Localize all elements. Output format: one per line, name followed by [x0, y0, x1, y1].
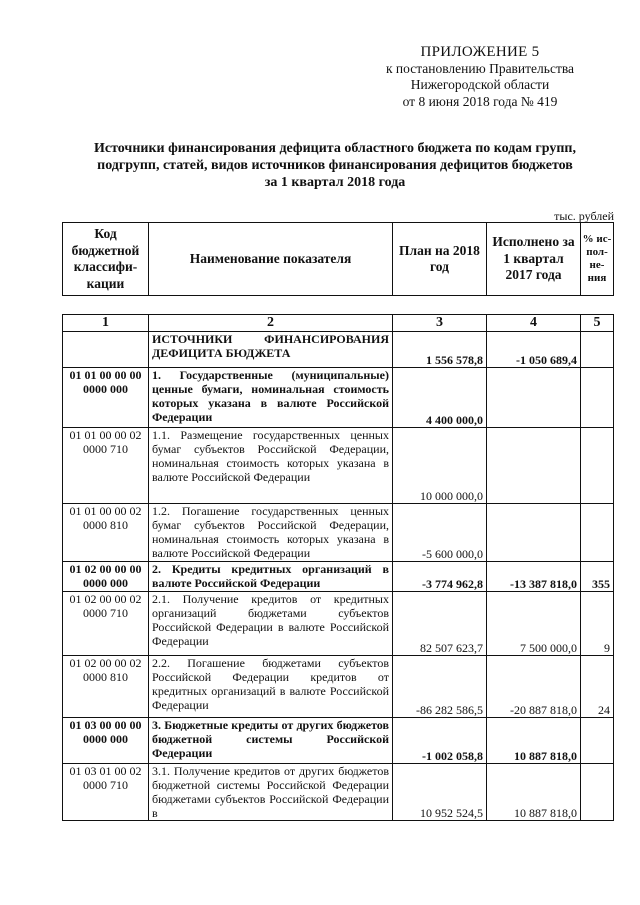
document-title [50, 140, 620, 191]
row-pct: 355 [581, 562, 614, 592]
row-name: 1.2. Погашение государственных ценных бумаг субъектов Российской Федерации, номинальная стоимость которых указана в валюте Российской Федерации [149, 504, 393, 562]
row-code: 01 02 00 00 00 0000 000 [63, 562, 149, 592]
header-row [63, 223, 614, 296]
column-number: 4 [487, 315, 581, 332]
header-pct: % ис-пол-не-ния [581, 223, 614, 296]
row-plan: -5 600 000,0 [393, 504, 487, 562]
row-code: 01 02 00 00 02 0000 710 [63, 592, 149, 656]
row-exec: 10 887 818,0 [487, 718, 581, 764]
row-name: 3.1. Получение кредитов от других бюджетов бюджетной системы Российской Федерации бюджетами субъектов Российской Федерации в [149, 764, 393, 821]
row-plan: -3 774 962,8 [393, 562, 487, 592]
row-name: 3. Бюджетные кредиты от других бюджетов бюджетной системы Российской Федерации [149, 718, 393, 764]
table-row [63, 368, 614, 428]
header-code: Код бюджетной классифи-кации [63, 223, 149, 296]
row-name: 1. Государственные (муниципальные) ценные бумаги, номинальная стоимость которых указана в валюте Российской Федерации [149, 368, 393, 428]
table-row [63, 592, 614, 656]
row-pct: 24 [581, 656, 614, 718]
row-plan: 10 000 000,0 [393, 428, 487, 504]
row-plan: 4 400 000,0 [393, 368, 487, 428]
row-plan: -1 002 058,8 [393, 718, 487, 764]
row-exec: 7 500 000,0 [487, 592, 581, 656]
row-plan: 1 556 578,8 [393, 332, 487, 368]
appendix-line-2: Нижегородской области [410, 77, 550, 92]
table-row [63, 764, 614, 821]
table-row [63, 504, 614, 562]
row-plan: 82 507 623,7 [393, 592, 487, 656]
header-table [62, 222, 614, 296]
row-code: 01 02 00 00 02 0000 810 [63, 656, 149, 718]
row-pct [581, 504, 614, 562]
row-name: 2. Кредиты кредитных организаций в валюте Российской Федерации [149, 562, 393, 592]
row-code: 01 01 00 00 02 0000 710 [63, 428, 149, 504]
document-title-line-1: Источники финансирования дефицита областного бюджета по кодам групп, [93, 141, 576, 156]
row-name: 1.1. Размещение государственных ценных бумаг субъектов Российской Федерации, номинальная стоимость которых указана в валюте Российской Федерации [149, 428, 393, 504]
column-number-row [63, 315, 614, 332]
column-number: 5 [581, 315, 614, 332]
row-exec [487, 504, 581, 562]
appendix-block [330, 44, 630, 110]
row-exec [487, 428, 581, 504]
column-number: 3 [393, 315, 487, 332]
row-plan: -86 282 586,5 [393, 656, 487, 718]
row-pct [581, 718, 614, 764]
document-title-line-3: за 1 квартал 2018 года [264, 175, 406, 190]
header-exec: Исполнено за 1 квартал 2017 года [487, 223, 581, 296]
row-pct [581, 368, 614, 428]
column-number: 1 [63, 315, 149, 332]
table-row [63, 718, 614, 764]
header-plan: План на 2018 год [393, 223, 487, 296]
appendix-line-1: к постановлению Правительства [385, 60, 575, 76]
row-exec: -1 050 689,4 [487, 332, 581, 368]
document-title-line-2: подгрупп, статей, видов источников финансирования дефицитов бюджетов [97, 158, 573, 173]
row-name: ИСТОЧНИКИ ФИНАНСИРОВАНИЯ ДЕФИЦИТА БЮДЖЕТА [149, 332, 393, 368]
row-name: 2.1. Получение кредитов от кредитных организаций бюджетами субъектов Российской Федерации в валюте Российской Федерации [149, 592, 393, 656]
row-name: 2.2. Погашение бюджетами субъектов Российской Федерации кредитов от кредитных организаций в валюте Российской Федерации [149, 656, 393, 718]
row-exec: -20 887 818,0 [487, 656, 581, 718]
row-code [63, 332, 149, 368]
row-code: 01 03 00 00 00 0000 000 [63, 718, 149, 764]
row-pct [581, 428, 614, 504]
header-name: Наименование показателя [149, 223, 393, 296]
row-exec: -13 387 818,0 [487, 562, 581, 592]
table-row [63, 428, 614, 504]
table-row [63, 656, 614, 718]
appendix-line-3: от 8 июня 2018 года № 419 [402, 93, 558, 109]
row-code: 01 03 01 00 02 0000 710 [63, 764, 149, 821]
column-number: 2 [149, 315, 393, 332]
row-pct [581, 764, 614, 821]
row-code: 01 01 00 00 02 0000 810 [63, 504, 149, 562]
row-plan: 10 952 524,5 [393, 764, 487, 821]
row-exec [487, 368, 581, 428]
table-row [63, 332, 614, 368]
row-pct: 9 [581, 592, 614, 656]
units-label: тыс. рублей [554, 209, 614, 223]
row-exec: 10 887 818,0 [487, 764, 581, 821]
data-table [62, 314, 614, 821]
row-pct [581, 332, 614, 368]
data-table-body [63, 315, 614, 821]
table-row [63, 562, 614, 592]
row-code: 01 01 00 00 00 0000 000 [63, 368, 149, 428]
appendix-title: ПРИЛОЖЕНИЕ 5 [420, 44, 540, 60]
